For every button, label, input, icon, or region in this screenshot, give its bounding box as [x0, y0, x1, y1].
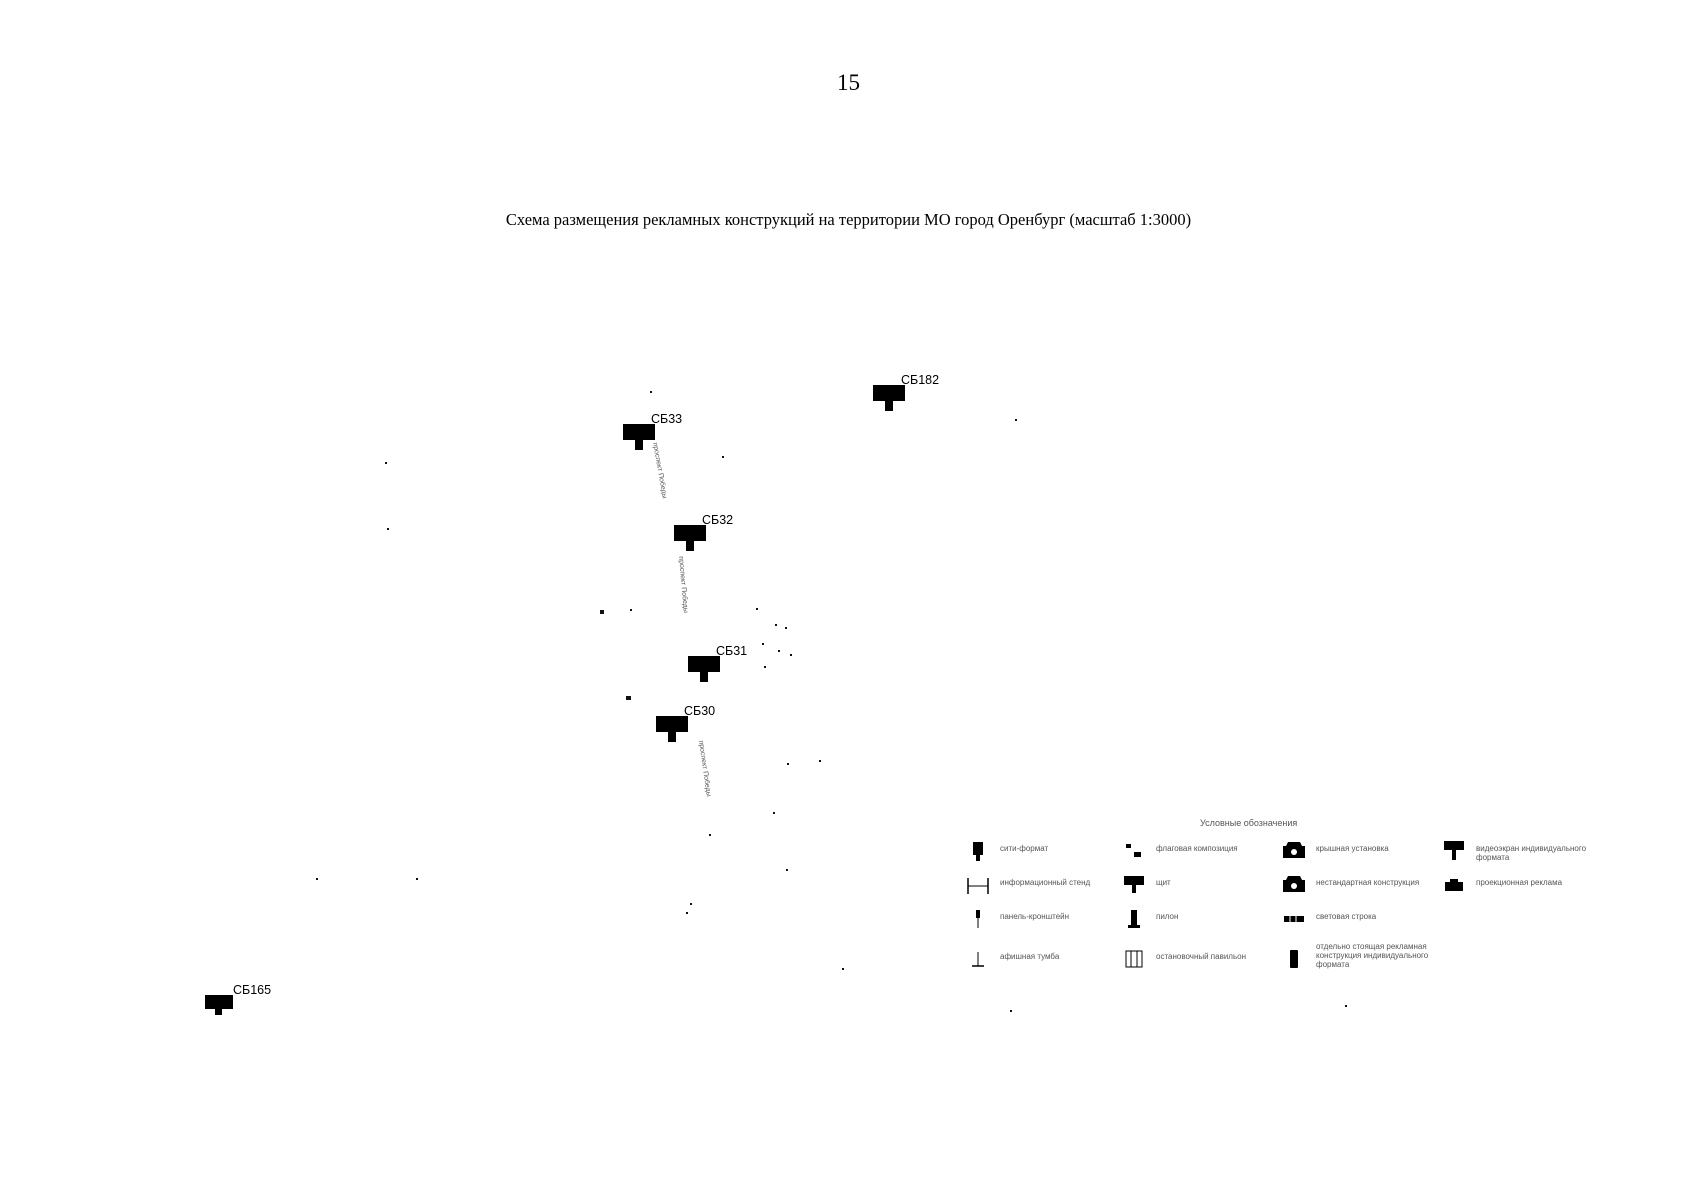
- info-stand-icon: [966, 874, 990, 896]
- light-line-icon: [1282, 908, 1306, 930]
- map-dot: [762, 643, 764, 645]
- legend-item-projection: проекционная реклама: [1442, 874, 1602, 904]
- legend-item-info-stand: информационный стенд: [966, 874, 1126, 904]
- marker-code: СБ30: [684, 704, 716, 718]
- billboard-icon: [656, 716, 688, 732]
- street-label: проспект Победы: [697, 740, 712, 798]
- billboard-icon: [873, 385, 905, 401]
- legend-item-nonstandard: нестандартная конструкция: [1282, 874, 1442, 904]
- legend-item-city-format: сити-формат: [966, 840, 1126, 870]
- map-dot: [709, 834, 711, 836]
- legend-item-bus-shelter: остановочный павильон: [1122, 948, 1282, 978]
- legend-item-billboard: щит: [1122, 874, 1282, 904]
- legend-item-individual: отдельно стоящая рекламная конструкция индивидуального формата: [1282, 938, 1452, 978]
- map-dot: [764, 666, 766, 668]
- map-dot: [630, 609, 632, 611]
- map-dot: [650, 391, 652, 393]
- map-dot: [787, 763, 789, 765]
- map-dot: [600, 610, 604, 614]
- poster-stand-icon: [966, 948, 990, 970]
- legend-item-bracket: панель-кронштейн: [966, 908, 1126, 938]
- map-dot: [1015, 419, 1017, 421]
- city-format-icon: [966, 840, 990, 862]
- billboard-icon: [674, 525, 706, 541]
- legend-item-pylon: пилон: [1122, 908, 1282, 938]
- billboard-icon: [688, 656, 720, 672]
- map-dot: [686, 912, 688, 914]
- legend-item-poster-stand: афишная тумба: [966, 948, 1126, 978]
- roof-icon: [1282, 840, 1306, 862]
- map-dot: [786, 869, 788, 871]
- map-dot: [819, 760, 821, 762]
- billboard-icon: [1122, 874, 1146, 896]
- legend-title: Условные обозначения: [1200, 818, 1298, 828]
- map-dot: [416, 878, 418, 880]
- street-label: проспект Победы: [651, 442, 668, 500]
- flag-icon: [1122, 840, 1146, 862]
- marker-code: СБ182: [901, 373, 940, 387]
- page-number: 15: [837, 70, 860, 95]
- map-title: Схема размещения рекламных конструкций на территории МО город Оренбург (масштаб 1:3000): [505, 210, 1192, 229]
- video-screen-icon: [1442, 840, 1466, 862]
- street-label: проспект Победы: [677, 556, 689, 614]
- map-dot: [1010, 1010, 1012, 1012]
- map-dot: [722, 456, 724, 458]
- marker-code: СБ31: [716, 644, 748, 658]
- marker-code: СБ33: [651, 412, 683, 426]
- map-dot: [1345, 1005, 1347, 1007]
- map-dot: [756, 608, 758, 610]
- individual-icon: [1282, 948, 1306, 970]
- map-dot: [690, 903, 692, 905]
- map-dot: [385, 462, 387, 464]
- map-dot: [785, 627, 787, 629]
- billboard-icon: [623, 424, 655, 440]
- bus-shelter-icon: [1122, 948, 1146, 970]
- nonstandard-icon: [1282, 874, 1306, 896]
- marker-code: СБ32: [702, 513, 734, 527]
- map-dot: [842, 968, 844, 970]
- map-dot: [773, 812, 775, 814]
- map-dot: [790, 654, 792, 656]
- legend-item-roof: крышная установка: [1282, 840, 1442, 870]
- marker-code: СБ165: [233, 983, 272, 997]
- projection-icon: [1442, 874, 1466, 896]
- billboard-icon: [205, 995, 233, 1009]
- map-dot: [778, 650, 780, 652]
- map-dot: [387, 528, 389, 530]
- legend-item-flag: флаговая композиция: [1122, 840, 1282, 870]
- legend-item-video: видеоэкран индивидуального формата: [1442, 840, 1602, 870]
- map-dot: [316, 878, 318, 880]
- pylon-icon: [1122, 908, 1146, 930]
- legend-item-light-line: световая строка: [1282, 908, 1442, 938]
- map-legend: [960, 818, 1610, 988]
- map-dot: [626, 696, 631, 700]
- bracket-icon: [966, 908, 990, 930]
- map-dot: [775, 624, 777, 626]
